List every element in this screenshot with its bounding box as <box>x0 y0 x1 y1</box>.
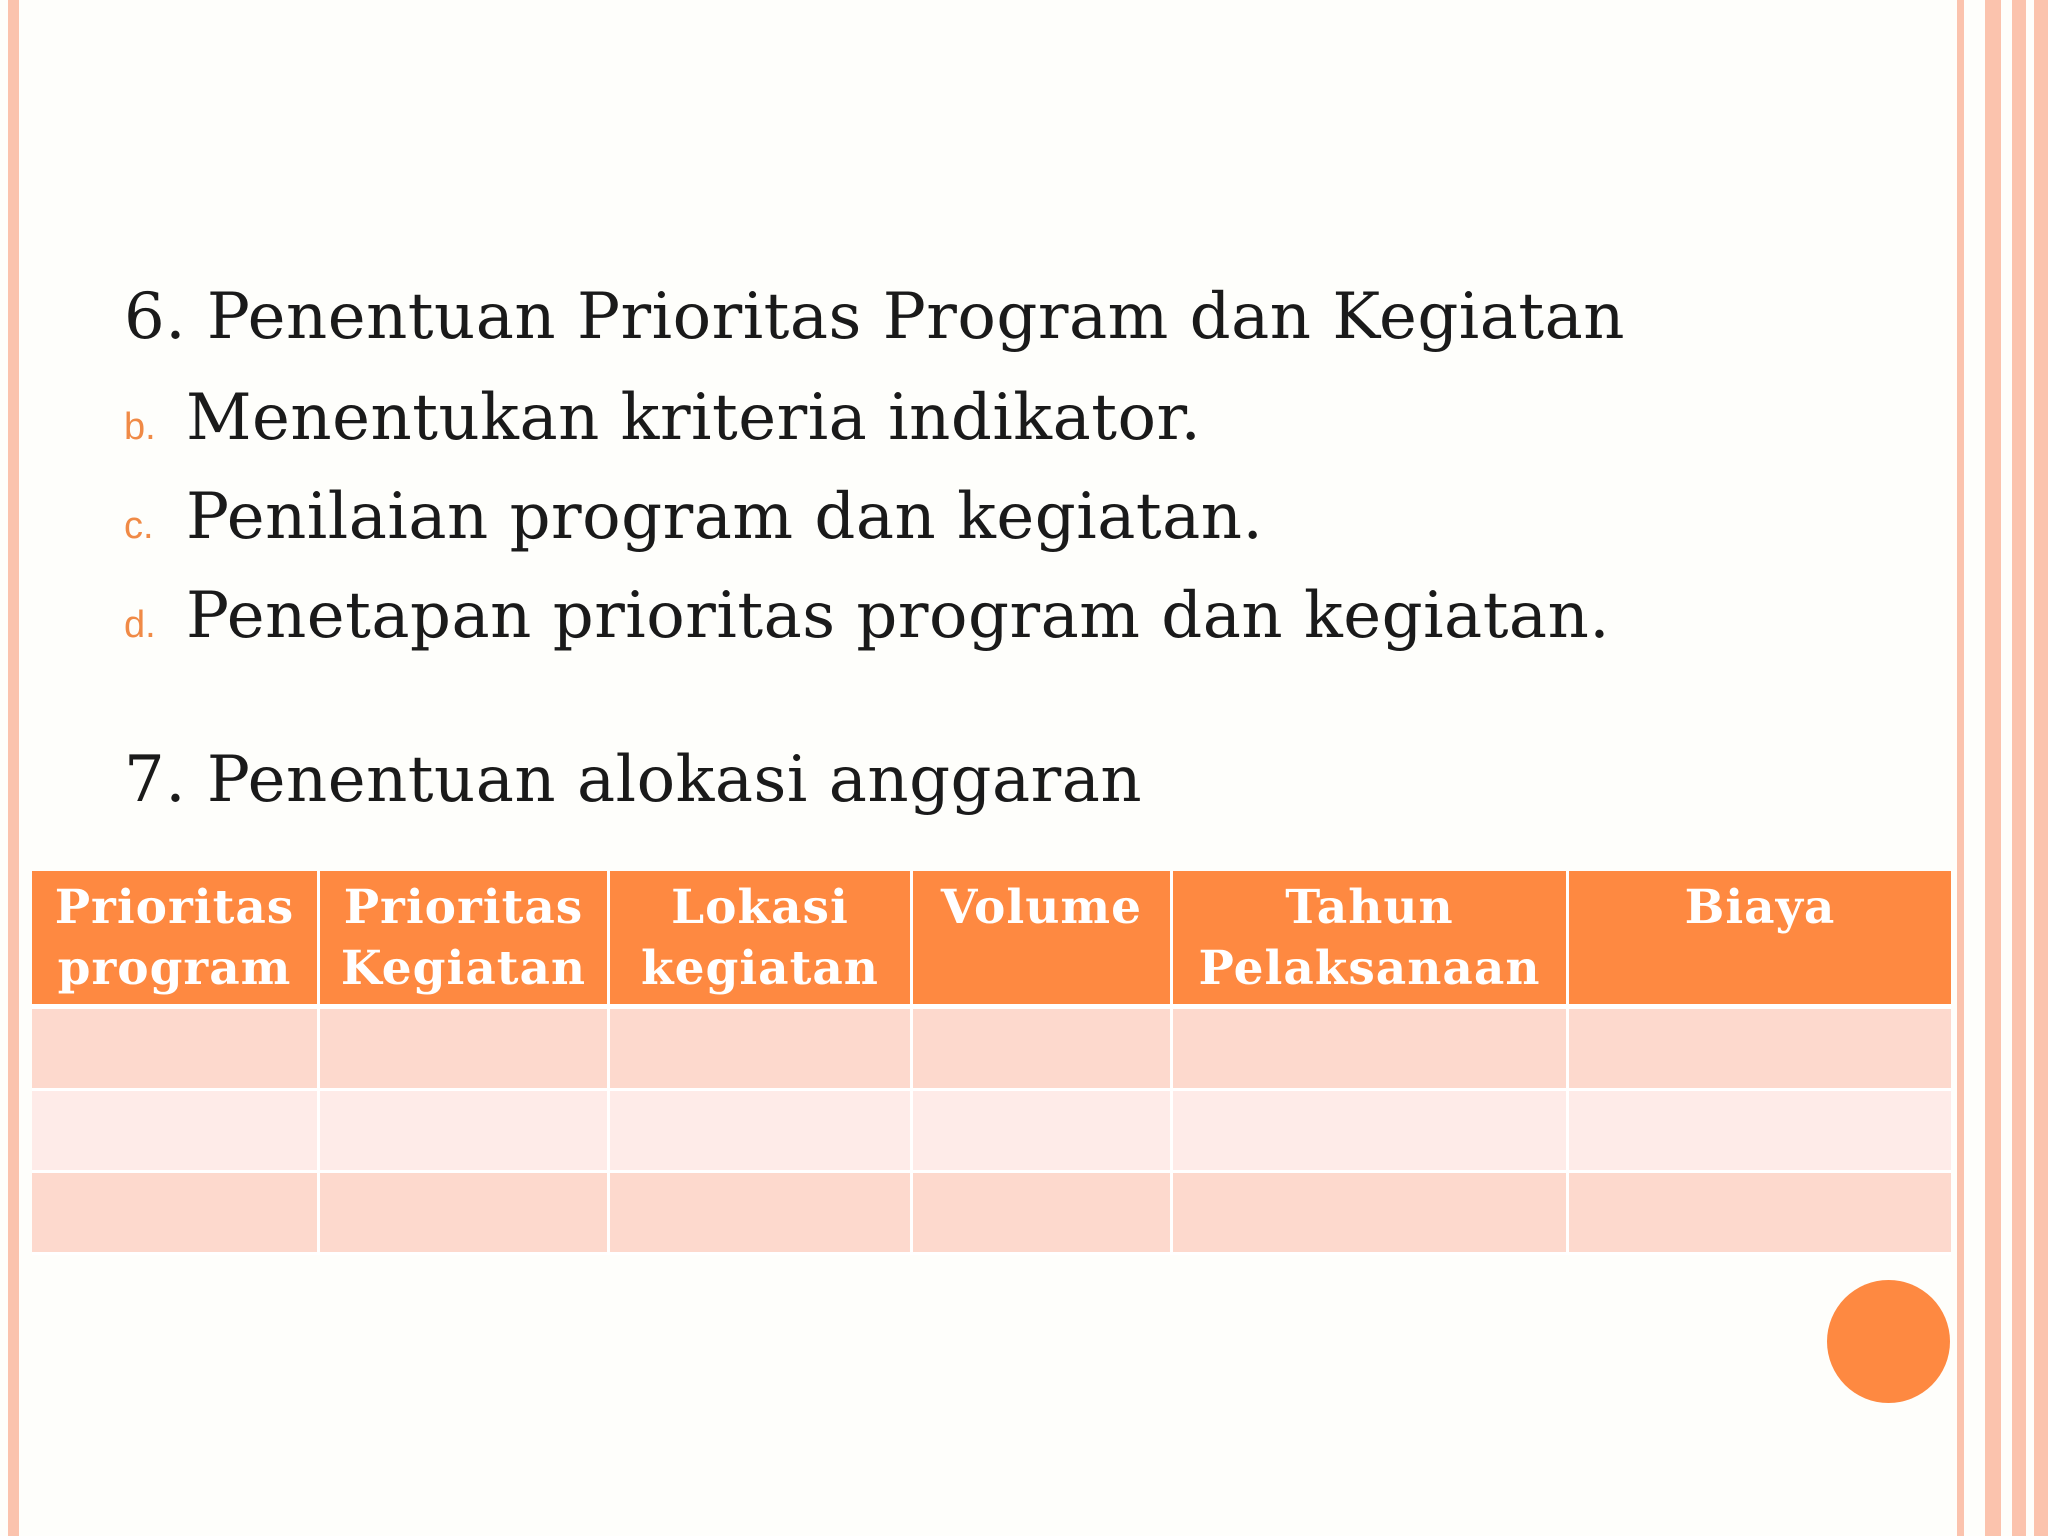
budget-table <box>32 871 1951 1255</box>
header-lokasi-kegiatan <box>610 871 913 1009</box>
list-text: Penilaian program dan kegiatan. <box>186 480 1264 554</box>
table-header-row <box>32 871 1951 1009</box>
table-cell <box>1173 1009 1569 1091</box>
table-cell <box>610 1091 913 1173</box>
list-marker: d. <box>124 604 156 646</box>
header-prioritas-kegiatan <box>320 871 610 1009</box>
frame-right-band <box>1957 0 1964 1536</box>
table-row <box>32 1173 1951 1255</box>
table-row <box>32 1009 1951 1091</box>
header-line: Prioritas <box>343 880 584 935</box>
header-volume <box>913 871 1173 1009</box>
header-line: Volume <box>940 880 1143 935</box>
header-line: Biaya <box>1684 880 1836 935</box>
table-cell <box>32 1009 320 1091</box>
header-line: Prioritas <box>54 880 295 935</box>
header-line: Kegiatan <box>340 941 587 996</box>
header-line: Lokasi <box>671 880 849 935</box>
table-cell <box>610 1009 913 1091</box>
table-cell <box>32 1091 320 1173</box>
list-item <box>124 381 1202 455</box>
frame-left-band <box>8 0 19 1536</box>
list-item <box>124 480 1264 554</box>
header-line: kegiatan <box>641 941 879 996</box>
table-cell <box>320 1009 610 1091</box>
table-cell <box>320 1173 610 1255</box>
header-line: Pelaksanaan <box>1198 941 1541 996</box>
table-cell <box>32 1173 320 1255</box>
table-cell <box>1173 1173 1569 1255</box>
table-row <box>32 1091 1951 1173</box>
decorative-circle <box>1827 1280 1950 1403</box>
table-cell <box>913 1009 1173 1091</box>
table-cell <box>610 1173 913 1255</box>
header-biaya <box>1569 871 1951 1009</box>
table-cell <box>1569 1173 1951 1255</box>
table-cell <box>913 1091 1173 1173</box>
header-line: program <box>57 941 292 996</box>
table-cell <box>1569 1091 1951 1173</box>
frame-right-band <box>2034 0 2048 1536</box>
table-cell <box>1173 1091 1569 1173</box>
header-prioritas-program <box>32 871 320 1009</box>
header-line: Tahun <box>1285 880 1454 935</box>
list-marker: b. <box>124 406 156 448</box>
header-tahun-pelaksanaan <box>1173 871 1569 1009</box>
list-marker: c. <box>124 505 154 547</box>
table-cell <box>320 1091 610 1173</box>
table-cell <box>1569 1009 1951 1091</box>
table-cell <box>913 1173 1173 1255</box>
frame-right-band <box>2012 0 2026 1536</box>
list-item <box>124 579 1611 653</box>
list-text: Menentukan kriteria indikator. <box>186 381 1202 455</box>
section-7-heading: 7. Penentuan alokasi anggaran <box>124 743 1143 817</box>
frame-right-band <box>1985 0 2001 1536</box>
list-text: Penetapan prioritas program dan kegiatan. <box>186 579 1611 653</box>
section-6-heading: 6. Penentuan Prioritas Program dan Kegiatan <box>124 280 1625 354</box>
